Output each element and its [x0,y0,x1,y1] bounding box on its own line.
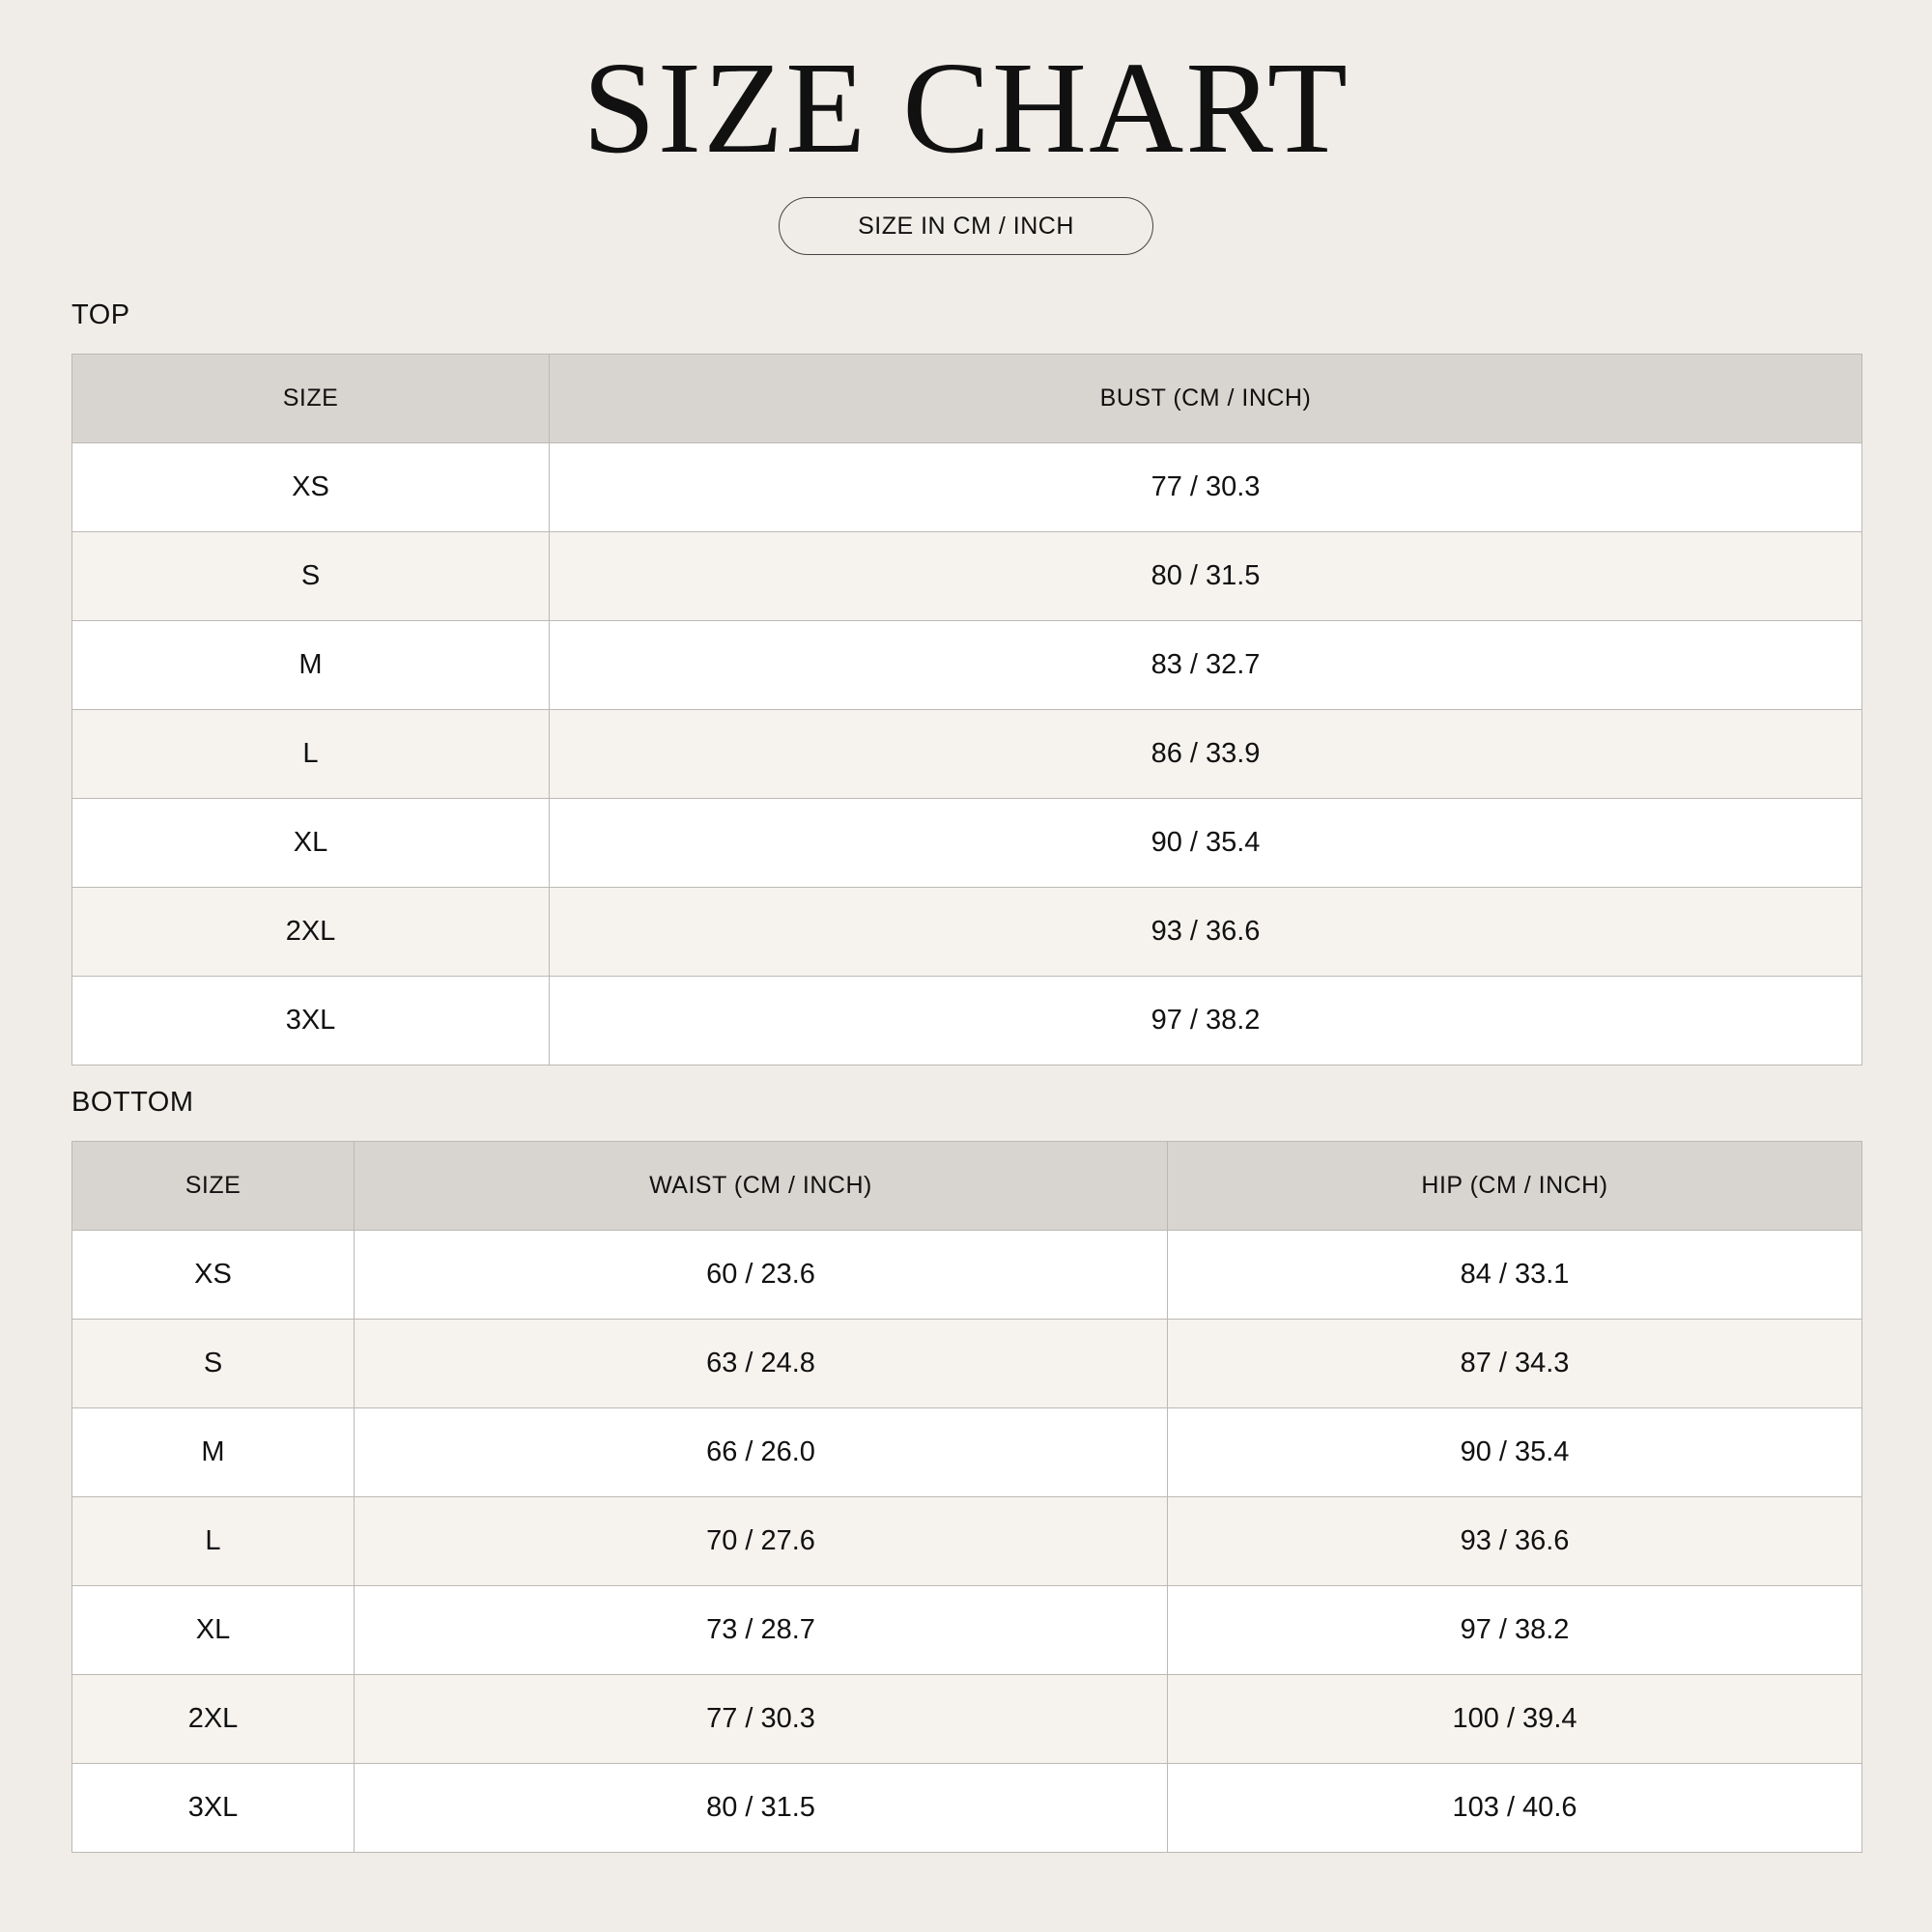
table-row [72,888,1862,977]
bottom-size-table [71,1141,1862,1853]
cell-hip: 84 / 33.1 [1168,1231,1862,1320]
cell-bust: 83 / 32.7 [550,621,1862,710]
table-header-row [72,1142,1862,1231]
cell-bust: 93 / 36.6 [550,888,1862,977]
table-row [72,1408,1862,1497]
table-row [72,1586,1862,1675]
cell-waist: 63 / 24.8 [355,1320,1168,1408]
top-section-label: TOP [71,299,130,330]
cell-size: L [72,1497,355,1586]
cell-size: M [72,1408,355,1497]
cell-bust: 77 / 30.3 [550,443,1862,532]
cell-hip: 87 / 34.3 [1168,1320,1862,1408]
header-size: SIZE [72,1142,355,1231]
table-row [72,1497,1862,1586]
cell-size: S [72,532,550,621]
table-row [72,532,1862,621]
cell-waist: 66 / 26.0 [355,1408,1168,1497]
cell-waist: 80 / 31.5 [355,1764,1168,1853]
table-row [72,977,1862,1065]
cell-bust: 97 / 38.2 [550,977,1862,1065]
bottom-section-label: BOTTOM [71,1087,194,1118]
cell-size: XL [72,799,550,888]
cell-waist: 70 / 27.6 [355,1497,1168,1586]
cell-size: 2XL [72,1675,355,1764]
table-row [72,443,1862,532]
cell-hip: 90 / 35.4 [1168,1408,1862,1497]
header-size: SIZE [72,355,550,443]
cell-hip: 93 / 36.6 [1168,1497,1862,1586]
cell-hip: 103 / 40.6 [1168,1764,1862,1853]
cell-size: 3XL [72,1764,355,1853]
table-row [72,1320,1862,1408]
cell-waist: 77 / 30.3 [355,1675,1168,1764]
cell-size: XS [72,1231,355,1320]
header-bust: BUST (CM / INCH) [550,355,1862,443]
header-hip: HIP (CM / INCH) [1168,1142,1862,1231]
page-title: SIZE CHART [582,36,1350,181]
cell-hip: 100 / 39.4 [1168,1675,1862,1764]
cell-size: XL [72,1586,355,1675]
unit-badge: SIZE IN CM / INCH [779,197,1153,255]
cell-size: 2XL [72,888,550,977]
cell-size: M [72,621,550,710]
cell-bust: 80 / 31.5 [550,532,1862,621]
header-waist: WAIST (CM / INCH) [355,1142,1168,1231]
cell-size: XS [72,443,550,532]
cell-size: L [72,710,550,799]
cell-waist: 73 / 28.7 [355,1586,1168,1675]
table-row [72,710,1862,799]
table-row [72,799,1862,888]
top-size-table [71,354,1862,1065]
table-row [72,1231,1862,1320]
table-header-row [72,355,1862,443]
cell-waist: 60 / 23.6 [355,1231,1168,1320]
cell-size: S [72,1320,355,1408]
cell-bust: 90 / 35.4 [550,799,1862,888]
table-row [72,1764,1862,1853]
cell-hip: 97 / 38.2 [1168,1586,1862,1675]
table-row [72,1675,1862,1764]
table-row [72,621,1862,710]
cell-bust: 86 / 33.9 [550,710,1862,799]
cell-size: 3XL [72,977,550,1065]
